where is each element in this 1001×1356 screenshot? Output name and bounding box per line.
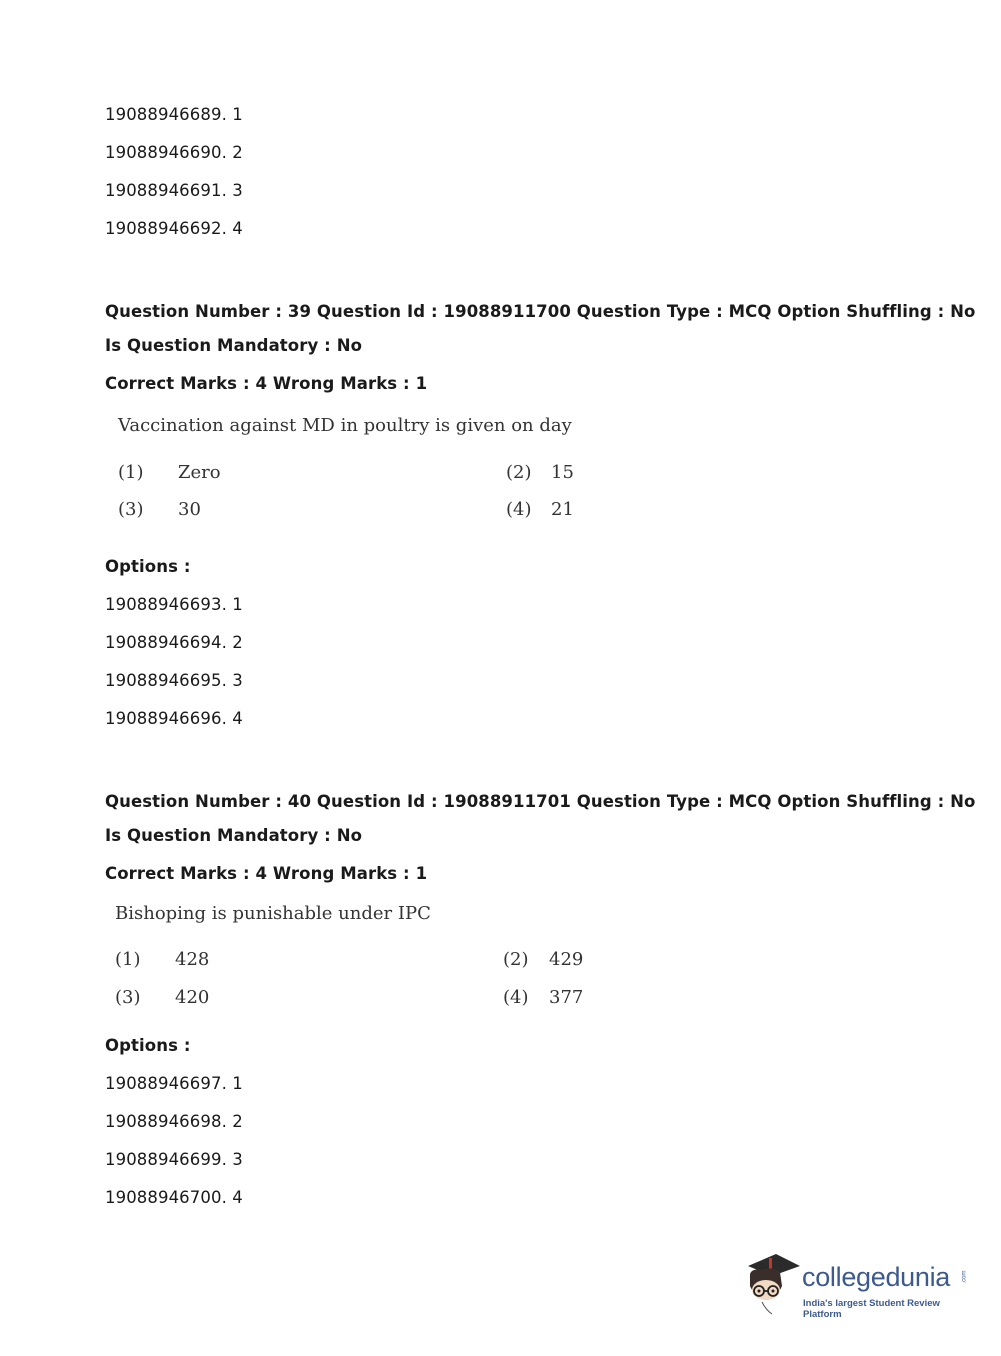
option-line: 19088946696. 4 [105, 709, 243, 728]
option-line: 19088946689. 1 [105, 105, 243, 124]
choice-number: (4) [506, 499, 532, 520]
question-stem: Bishoping is punishable under IPC [115, 903, 431, 924]
options-label: Options : [105, 557, 191, 576]
choice-number: (3) [118, 499, 144, 520]
choice-value: 21 [551, 499, 574, 520]
choice-value: 30 [178, 499, 201, 520]
mascot-icon [742, 1252, 802, 1318]
choice-value: 377 [549, 987, 584, 1008]
logo-tagline: India's largest Student Review Platform [803, 1298, 940, 1320]
question-header: Question Number : 39 Question Id : 19088911700 Question Type : MCQ Option Shuffling : No [105, 302, 976, 321]
option-line: 19088946694. 2 [105, 633, 243, 652]
question-stem: Vaccination against MD in poultry is given on day [118, 415, 572, 436]
option-line: 19088946700. 4 [105, 1188, 243, 1207]
option-line: 19088946691. 3 [105, 181, 243, 200]
question-mandatory: Is Question Mandatory : No [105, 826, 363, 845]
option-line: 19088946695. 3 [105, 671, 243, 690]
choice-value: 428 [175, 949, 210, 970]
option-line: 19088946690. 2 [105, 143, 243, 162]
choice-value: 429 [549, 949, 584, 970]
option-line: 19088946698. 2 [105, 1112, 243, 1131]
logo-wordmark: collegedunia [802, 1262, 951, 1292]
question-mandatory: Is Question Mandatory : No [105, 336, 363, 355]
option-line: 19088946699. 3 [105, 1150, 243, 1169]
question-marks: Correct Marks : 4 Wrong Marks : 1 [105, 864, 428, 883]
choice-value: Zero [178, 462, 221, 483]
question-marks: Correct Marks : 4 Wrong Marks : 1 [105, 374, 428, 393]
option-line: 19088946697. 1 [105, 1074, 243, 1093]
option-line: 19088946693. 1 [105, 595, 243, 614]
choice-value: 420 [175, 987, 210, 1008]
options-label: Options : [105, 1036, 191, 1055]
question-header: Question Number : 40 Question Id : 19088911701 Question Type : MCQ Option Shuffling : No [105, 792, 976, 811]
choice-number: (3) [115, 987, 141, 1008]
choice-number: (1) [115, 949, 141, 970]
choice-value: 15 [551, 462, 574, 483]
choice-number: (2) [506, 462, 532, 483]
logo-suffix: .com [961, 1270, 968, 1284]
collegedunia-logo [742, 1252, 972, 1318]
choice-number: (2) [503, 949, 529, 970]
option-line: 19088946692. 4 [105, 219, 243, 238]
choice-number: (4) [503, 987, 529, 1008]
choice-number: (1) [118, 462, 144, 483]
